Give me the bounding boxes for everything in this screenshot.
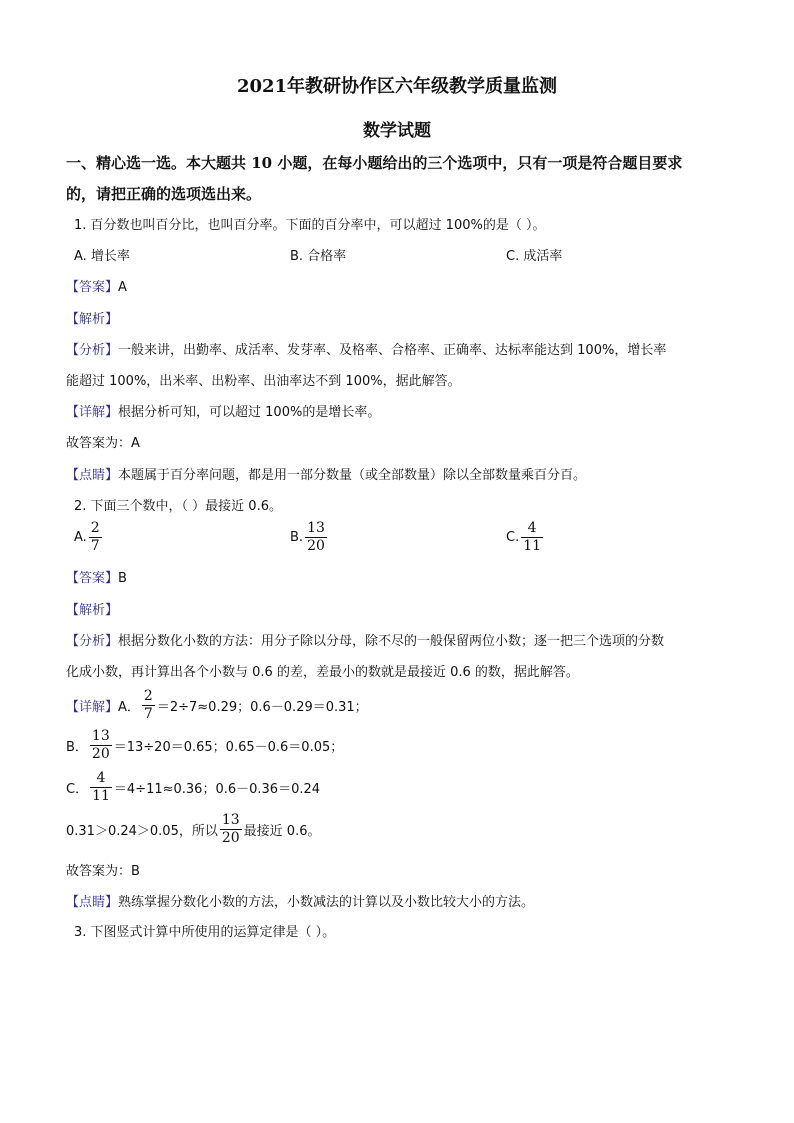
q1-answer <box>66 276 127 295</box>
option-label: B. <box>290 530 304 545</box>
denominator: 11 <box>92 788 110 804</box>
q1-analysis-tag <box>66 308 118 327</box>
detail-a-label: A． <box>118 700 140 715</box>
answer-value: A <box>118 280 127 295</box>
compare-pre: 0.31＞0.24＞0.05，所以 <box>66 824 218 839</box>
fraction <box>142 688 155 723</box>
numerator: 2 <box>90 520 100 536</box>
section-heading-line1: 一、精心选一选。本大题共 10 小题，在每小题给出的三个选项中，只有一项是符合题目要求 <box>66 154 683 172</box>
detail-c-label: C． <box>66 782 89 797</box>
q1-stem: 1. 百分数也叫百分比，也叫百分率。下面的百分率中，可以超过 100%的是（ ）。 <box>74 218 546 233</box>
denominator: 20 <box>307 538 325 554</box>
q2-detail-a <box>66 688 368 723</box>
detail-a-text: ＝2÷7≈0.29；0.6－0.29＝0.31； <box>156 700 368 715</box>
q3-stem: 3. 下图竖式计算中所使用的运算定律是（ ）。 <box>74 925 336 940</box>
q2-answer <box>66 567 127 586</box>
compare-post: 最接近 0.6。 <box>243 824 321 839</box>
q1-detail <box>66 401 380 420</box>
numerator: 4 <box>96 770 106 786</box>
answer-tag: 【答案】 <box>66 280 119 295</box>
q2-option-a <box>74 520 104 555</box>
analysis-tag: 【解析】 <box>66 312 119 327</box>
q1-fenxi-line2: 能超过 100%，出米率、出粉率、出油率达不到 100%，据此解答。 <box>66 374 461 389</box>
q2-fenxi-line2: 化成小数，再计算出各个小数与 0.6 的差，差最小的数就是最接近 0.6 的数，据此解答。 <box>66 665 579 680</box>
fraction <box>90 728 112 763</box>
detail-b-text: ＝13÷20＝0.65；0.65－0.6＝0.05； <box>113 740 344 755</box>
q2-stem: 2. 下面三个数中，（ ）最接近 0.6。 <box>74 499 282 514</box>
q2-fenxi-line1 <box>66 630 664 649</box>
q2-analysis-tag <box>66 599 118 618</box>
detail-tag: 【详解】 <box>66 405 119 420</box>
fenxi-tag: 【分析】 <box>66 343 119 358</box>
numerator: 13 <box>307 520 325 536</box>
dianjing-text: 熟练掌握分数化小数的方法，小数减法的计算以及小数比较大小的方法。 <box>118 895 535 910</box>
option-label: A. <box>74 530 87 545</box>
q1-option-b: B. 合格率 <box>290 249 347 264</box>
fraction <box>305 520 327 555</box>
dianjing-tag: 【点睛】 <box>66 468 119 483</box>
q1-dianjing <box>66 464 586 483</box>
q1-conclusion: 故答案为：A <box>66 436 140 451</box>
q2-dianjing <box>66 891 534 910</box>
fraction <box>90 770 112 805</box>
q2-detail-c <box>66 770 320 805</box>
q2-option-b <box>290 520 329 555</box>
fenxi-text: 根据分数化小数的方法：用分子除以分母，除不尽的一般保留两位小数；逐一把三个选项的分数 <box>118 634 665 649</box>
page-title: 2021年教研协作区六年级教学质量监测 <box>236 76 558 97</box>
dianjing-tag: 【点睛】 <box>66 895 119 910</box>
q1-option-c: C. 成活率 <box>506 249 563 264</box>
numerator: 13 <box>221 812 240 828</box>
page-subtitle: 数学试题 <box>363 121 431 141</box>
detail-c-text: ＝4÷11≈0.36；0.6－0.36＝0.24 <box>113 782 321 797</box>
fenxi-text: 一般来讲，出勤率、成活率、发芽率、及格率、合格率、正确率、达标率能达到 100%，增长率 <box>118 343 667 358</box>
denominator: 7 <box>143 706 153 722</box>
numerator: 2 <box>143 688 153 704</box>
detail-b-label: B． <box>66 740 88 755</box>
fraction <box>89 520 102 555</box>
dianjing-text: 本题属于百分率问题，都是用一部分数量（或全部数量）除以全部数量乘百分百。 <box>118 468 587 483</box>
section-heading-line2: 的，请把正确的选项选出来。 <box>66 185 262 203</box>
numerator: 4 <box>527 520 537 536</box>
fenxi-tag: 【分析】 <box>66 634 119 649</box>
denominator: 20 <box>221 830 240 846</box>
q2-conclusion: 故答案为：B <box>66 864 140 879</box>
fraction <box>220 812 242 847</box>
denominator: 7 <box>90 538 100 554</box>
answer-tag: 【答案】 <box>66 571 119 586</box>
denominator: 20 <box>91 746 110 762</box>
denominator: 11 <box>523 538 542 554</box>
q2-compare <box>66 812 320 847</box>
answer-value: B <box>118 571 127 586</box>
q1-option-a: A. 增长率 <box>74 249 130 264</box>
q2-detail-b <box>66 728 343 763</box>
option-label: C. <box>506 530 520 545</box>
fraction <box>521 520 543 555</box>
numerator: 13 <box>91 728 110 744</box>
q2-option-c <box>506 520 545 555</box>
q1-fenxi-line1 <box>66 339 666 358</box>
detail-text: 根据分析可知，可以超过 100%的是增长率。 <box>118 405 381 420</box>
detail-tag: 【详解】 <box>66 700 119 715</box>
analysis-tag: 【解析】 <box>66 603 119 618</box>
